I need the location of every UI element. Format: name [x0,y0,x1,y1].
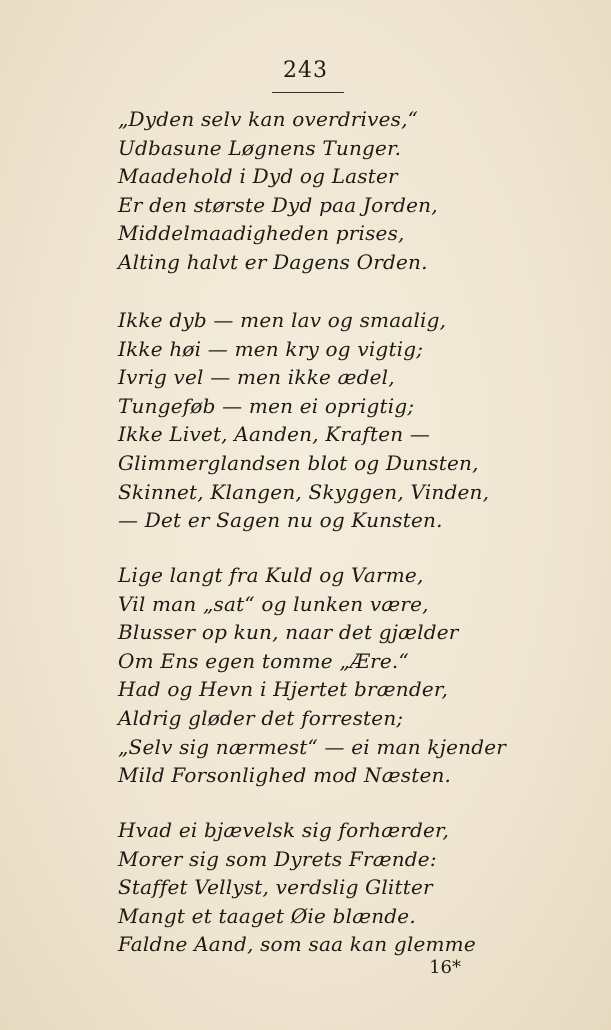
poem-line: Hvad ei bjævelsk sig forhærder, [118,818,450,842]
poem-line: Ivrig vel — men ikke ædel, [118,365,395,390]
signature-mark: 16* [429,957,461,978]
poem-line: Had og Hevn i Hjertet brænder, [118,677,449,702]
poem-line: Ikke dyb — men lav og smaalig, [118,308,447,332]
poem-line: Mangt et taaget Øie blænde. [118,903,416,928]
header-rule [272,92,344,93]
poem-line: Blusser op kun, naar det gjælder [118,620,459,645]
poem-line: Ikke Livet, Aanden, Kraften — [118,422,431,447]
stanza-3 [118,561,558,790]
poem-line: — Det er Sagen nu og Kunsten. [118,508,443,533]
poem-line: „Dyden selv kan overdrives,“ [118,107,419,131]
poem-line: Morer sig som Dyrets Frænde: [118,846,437,871]
poem-line: Glimmerglandsen blot og Dunsten, [118,450,479,475]
poem-line: Skinnet, Klangen, Skyggen, Vinden, [118,479,490,504]
stanza-2 [118,306,558,535]
poem-line: Vil man „sat“ og lunken være, [118,591,429,616]
poem-line: Om Ens egen tomme „Ære.“ [118,648,409,673]
poem-line: Ikke høi — men kry og vigtig; [118,336,424,361]
poem-line: Maadehold i Dyd og Laster [118,164,398,189]
poem-line: Faldne Aand, som saa kan glemme [118,932,476,957]
poem-line: Er den største Dyd paa Jorden, [118,192,438,217]
poem-line: Aldrig gløder det forresten; [118,705,404,730]
stanza-4 [118,816,558,959]
stanza-1 [118,105,558,277]
poem-line: Udbasune Løgnens Tunger. [118,135,402,160]
poem-line: Middelmaadigheden prises, [118,221,405,246]
poem-line: Mild Forsonlighed mod Næsten. [118,763,452,788]
poem-line: Tungeføb — men ei oprigtig; [118,393,415,418]
page-number: 243 [283,58,328,83]
poem-line: „Selv sig nærmest“ — ei man kjender [118,734,507,759]
poem-line: Staffet Vellyst, verdslig Glitter [118,875,433,900]
poem-line: Alting halvt er Dagens Orden. [118,249,428,274]
poem-line: Lige langt fra Kuld og Varme, [118,563,424,587]
